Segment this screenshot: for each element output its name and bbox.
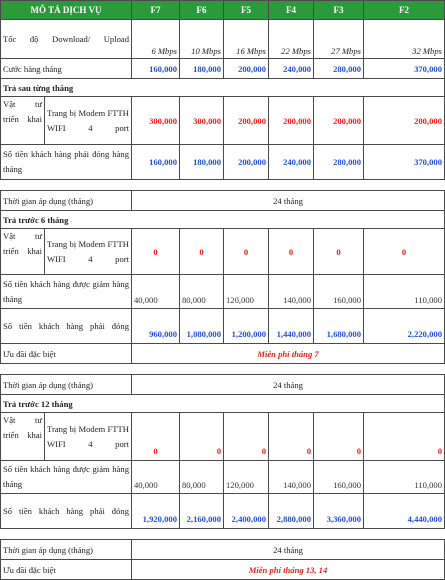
monthly-value: 160,000 bbox=[132, 59, 180, 79]
equipment-left-label: Vật tư triển khai bbox=[1, 97, 45, 145]
discount-value: 120,000 bbox=[224, 275, 269, 309]
promo-label: Ưu đãi đặc biệt bbox=[1, 560, 132, 580]
discount-row bbox=[1, 461, 445, 494]
payment-row bbox=[1, 309, 445, 344]
period-label: Thời gian áp dụng (tháng) bbox=[1, 375, 132, 395]
discount-value: 110,000 bbox=[364, 275, 445, 309]
payment-value: 2,160,000 bbox=[180, 494, 224, 529]
equipment-label: Trang bị Modem FTTH WIFI 4 port bbox=[45, 229, 132, 275]
equipment-left-label: Vật tư triển khai bbox=[1, 229, 45, 275]
discount-value: 160,000 bbox=[314, 275, 364, 309]
payment-row bbox=[1, 494, 445, 529]
period-value: 24 tháng bbox=[132, 540, 445, 560]
promo-row bbox=[1, 344, 445, 364]
discount-value: 40,000 bbox=[132, 461, 180, 494]
equipment-value: 0 bbox=[180, 413, 224, 461]
monthly-value: 200,000 bbox=[224, 59, 269, 79]
spacer-row bbox=[1, 180, 445, 191]
equipment-value: 0 bbox=[132, 413, 180, 461]
payment-value: 960,000 bbox=[132, 309, 180, 344]
monthly-value: 370,000 bbox=[364, 59, 445, 79]
payment-value: 370,000 bbox=[364, 145, 445, 180]
speed-value: 22 Mbps bbox=[269, 20, 314, 59]
payment-value: 3,360,000 bbox=[314, 494, 364, 529]
promo-value: Miễn phí tháng 13, 14 bbox=[132, 560, 445, 580]
equipment-value: 0 bbox=[314, 413, 364, 461]
equipment-value: 300,000 bbox=[132, 97, 180, 145]
equipment-row bbox=[1, 229, 445, 275]
payment-row bbox=[1, 145, 445, 180]
payment-label: Số tiền khách hàng phải đóng bbox=[1, 494, 132, 529]
discount-value: 160,000 bbox=[314, 461, 364, 494]
plan-header: F2 bbox=[364, 1, 445, 20]
equipment-left-label: Vật tư triển khai bbox=[1, 413, 45, 461]
speed-value: 10 Mbps bbox=[180, 20, 224, 59]
header-desc: MÔ TẢ DỊCH VỤ bbox=[1, 1, 132, 20]
plan-header: F4 bbox=[269, 1, 314, 20]
equipment-value: 0 bbox=[364, 229, 445, 275]
equipment-value: 0 bbox=[180, 229, 224, 275]
plan-header: F6 bbox=[180, 1, 224, 20]
equipment-label: Trang bị Modem FTTH WIFI 4 port bbox=[45, 97, 132, 145]
discount-value: 140,000 bbox=[269, 275, 314, 309]
period-label: Thời gian áp dụng (tháng) bbox=[1, 191, 132, 211]
payment-value: 1,080,000 bbox=[180, 309, 224, 344]
monthly-value: 240,000 bbox=[269, 59, 314, 79]
promo-label: Ưu đãi đặc biệt bbox=[1, 344, 132, 364]
payment-value: 200,000 bbox=[224, 145, 269, 180]
plan-header: F7 bbox=[132, 1, 180, 20]
discount-label: Số tiền khách hàng được giảm hàng tháng bbox=[1, 461, 132, 494]
equipment-value: 0 bbox=[224, 229, 269, 275]
payment-value: 1,920,000 bbox=[132, 494, 180, 529]
equipment-label: Trang bị Modem FTTH WIFI 4 port bbox=[45, 413, 132, 461]
period-value: 24 tháng bbox=[132, 375, 445, 395]
monthly-value: 180,000 bbox=[180, 59, 224, 79]
discount-value: 40,000 bbox=[132, 275, 180, 309]
plan-header: F5 bbox=[224, 1, 269, 20]
equipment-value: 0 bbox=[269, 413, 314, 461]
equipment-row bbox=[1, 97, 445, 145]
plan-header: F3 bbox=[314, 1, 364, 20]
payment-value: 2,220,000 bbox=[364, 309, 445, 344]
payment-value: 180,000 bbox=[180, 145, 224, 180]
speed-row bbox=[1, 20, 445, 59]
section-title: Trả trước 6 tháng bbox=[1, 211, 445, 229]
payment-value: 280,000 bbox=[314, 145, 364, 180]
equipment-value: 0 bbox=[314, 229, 364, 275]
section-title-row bbox=[1, 211, 445, 229]
period-row bbox=[1, 191, 445, 211]
equipment-value: 0 bbox=[364, 413, 445, 461]
monthly-value: 280,000 bbox=[314, 59, 364, 79]
monthly-label: Cước hàng tháng bbox=[1, 59, 132, 79]
payment-value: 160,000 bbox=[132, 145, 180, 180]
discount-value: 80,000 bbox=[180, 461, 224, 494]
equipment-value: 200,000 bbox=[364, 97, 445, 145]
equipment-value: 200,000 bbox=[269, 97, 314, 145]
period-value: 24 tháng bbox=[132, 191, 445, 211]
period-label: Thời gian áp dụng (tháng) bbox=[1, 540, 132, 560]
speed-label: Tốc độ Download/ Upload bbox=[1, 20, 132, 59]
speed-value: 16 Mbps bbox=[224, 20, 269, 59]
discount-row bbox=[1, 275, 445, 309]
discount-value: 110,000 bbox=[364, 461, 445, 494]
payment-value: 1,440,000 bbox=[269, 309, 314, 344]
monthly-row bbox=[1, 59, 445, 79]
payment-value: 1,680,000 bbox=[314, 309, 364, 344]
section-title-row bbox=[1, 395, 445, 413]
equipment-value: 0 bbox=[224, 413, 269, 461]
payment-value: 1,200,000 bbox=[224, 309, 269, 344]
equipment-value: 0 bbox=[132, 229, 180, 275]
discount-value: 120,000 bbox=[224, 461, 269, 494]
discount-label: Số tiền khách hàng được giảm hàng tháng bbox=[1, 275, 132, 309]
equipment-row bbox=[1, 413, 445, 461]
equipment-value: 0 bbox=[269, 229, 314, 275]
period-row bbox=[1, 540, 445, 560]
payment-value: 2,400,000 bbox=[224, 494, 269, 529]
equipment-value: 200,000 bbox=[224, 97, 269, 145]
speed-value: 32 Mbps bbox=[364, 20, 445, 59]
speed-value: 6 Mbps bbox=[132, 20, 180, 59]
section-title: Trả trước 12 tháng bbox=[1, 395, 445, 413]
section-title-row bbox=[1, 79, 445, 97]
payment-value: 240,000 bbox=[269, 145, 314, 180]
spacer-row bbox=[1, 364, 445, 375]
payment-value: 4,440,000 bbox=[364, 494, 445, 529]
promo-row bbox=[1, 560, 445, 580]
equipment-value: 200,000 bbox=[314, 97, 364, 145]
equipment-value: 300,000 bbox=[180, 97, 224, 145]
section-title: Trả sau từng tháng bbox=[1, 79, 445, 97]
spacer-row bbox=[1, 529, 445, 540]
payment-label: Số tiền khách hàng phải đóng hàng tháng bbox=[1, 145, 132, 180]
payment-label: Số tiền khách hàng phải đóng bbox=[1, 309, 132, 344]
discount-value: 140,000 bbox=[269, 461, 314, 494]
speed-value: 27 Mbps bbox=[314, 20, 364, 59]
header-row bbox=[1, 1, 445, 20]
period-row bbox=[1, 375, 445, 395]
promo-value: Miễn phí tháng 7 bbox=[132, 344, 445, 364]
payment-value: 2,880,000 bbox=[269, 494, 314, 529]
discount-value: 80,000 bbox=[180, 275, 224, 309]
